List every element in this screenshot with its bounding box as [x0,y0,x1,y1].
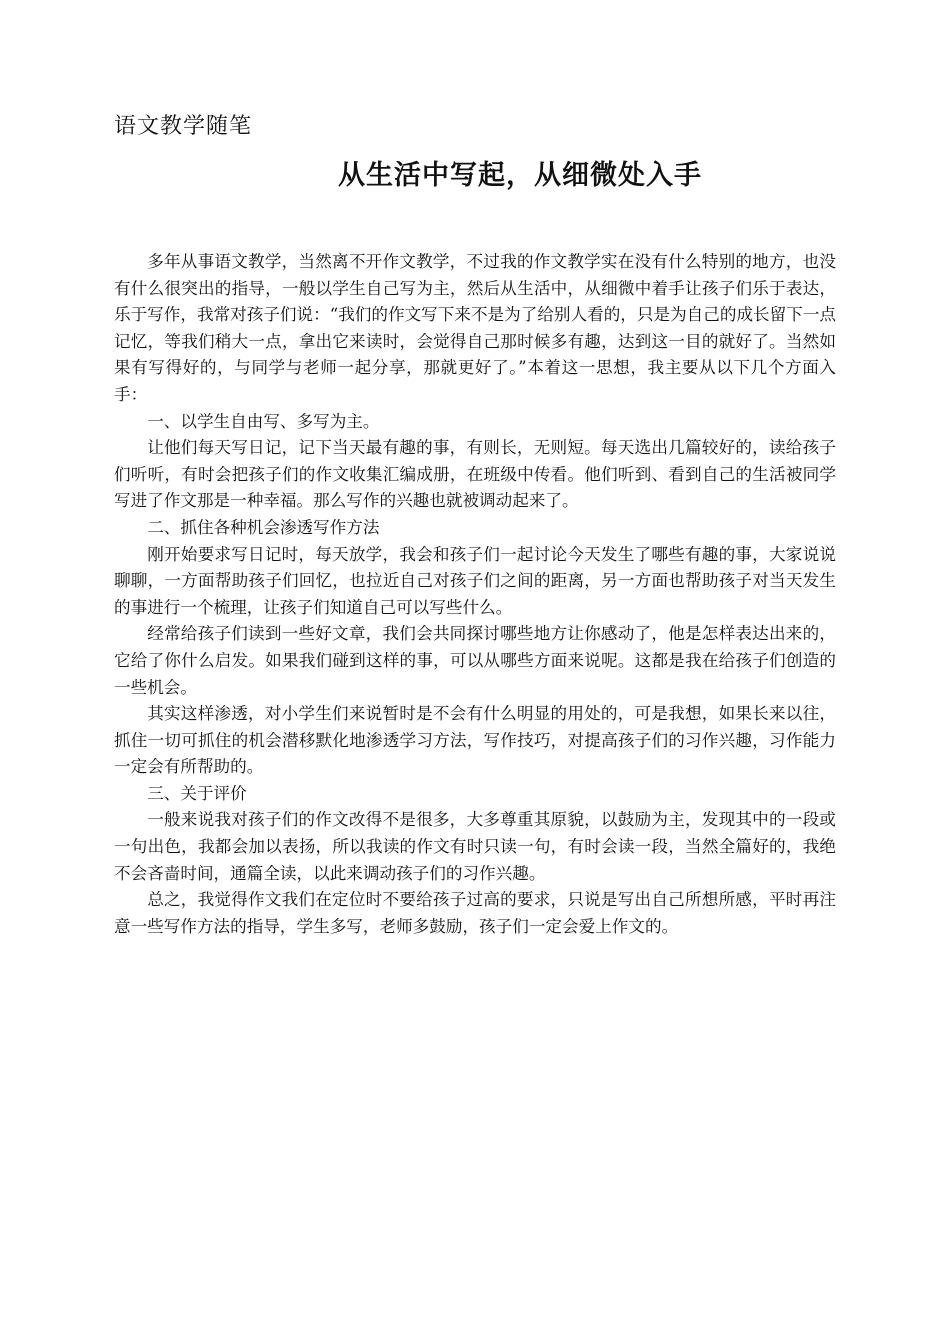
paragraph-conclusion: 总之，我觉得作文我们在定位时不要给孩子过高的要求，只说是写出自己所想所感，平时再注意一些写作方法的指导，学生多写，老师多鼓励，孩子们一定会爱上作文的。 [114,890,836,936]
section-heading-3: 三、关于评价 [147,783,247,803]
paragraph-intro: 多年从事语文教学，当然离不开作文教学，不过我的作文教学实在没有什么特别的地方，也没有什么很突出的指导，一般以学生自己写为主，然后从生活中，从细微中着手让孩子们乐于表达，乐于写作，我常对孩子们说：“我们的作文写下来不是为了给别人看的，只是为自己的成长留下一点记忆，等我们稍大一点，拿出它来读时，会觉得自己那时候多有趣，达到这一目的就好了。当然如果有写得好的，与同学与老师一起分享，那就更好了。”本着这一思想，我主要从以下几个方面入手： [114,252,837,404]
section-heading-1: 一、以学生自由写、多写为主。 [147,411,380,431]
document-body [114,249,836,940]
document-title: 从生活中写起，从细微处入手 [338,160,702,191]
section-heading-2: 二、抓住各种机会渗透写作方法 [147,517,380,537]
paragraph: 一般来说我对孩子们的作文改得不是很多，大多尊重其原貌，以鼓励为主，发现其中的一段或一句出色，我都会加以表扬，所以我读的作文有时只读一句，有时会读一段，当然全篇好的，我绝不会吝啬时间，通篇全读，以此来调动孩子们的习作兴趣。 [114,810,836,883]
document-category: 语文教学随笔 [114,114,253,139]
paragraph: 刚开始要求写日记时，每天放学，我会和孩子们一起讨论今天发生了哪些有趣的事，大家说说聊聊，一方面帮助孩子们回忆，也拉近自己对孩子们之间的距离，另一方面也帮助孩子对当天发生的事进行一个梳理，让孩子们知道自己可以写些什么。 [114,544,836,617]
paragraph: 经常给孩子们读到一些好文章，我们会共同探讨哪些地方让你感动了，他是怎样表达出来的，它给了你什么启发。如果我们碰到这样的事，可以从哪些方面来说呢。这都是我在给孩子们创造的一些机会。 [114,624,836,697]
paragraph: 让他们每天写日记，记下当天最有趣的事，有则长，无则短。每天选出几篇较好的，读给孩子们听听，有时会把孩子们的作文收集汇编成册，在班级中传看。他们听到、看到自己的生活被同学写进了作文那是一种幸福。那么写作的兴趣也就被调动起来了。 [114,438,836,511]
paragraph: 其实这样渗透，对小学生们来说暂时是不会有什么明显的用处的，可是我想，如果长来以往，抓住一切可抓住的机会潜移默化地渗透学习方法，写作技巧，对提高孩子们的习作兴趣，习作能力一定会有所帮助的。 [114,704,836,777]
